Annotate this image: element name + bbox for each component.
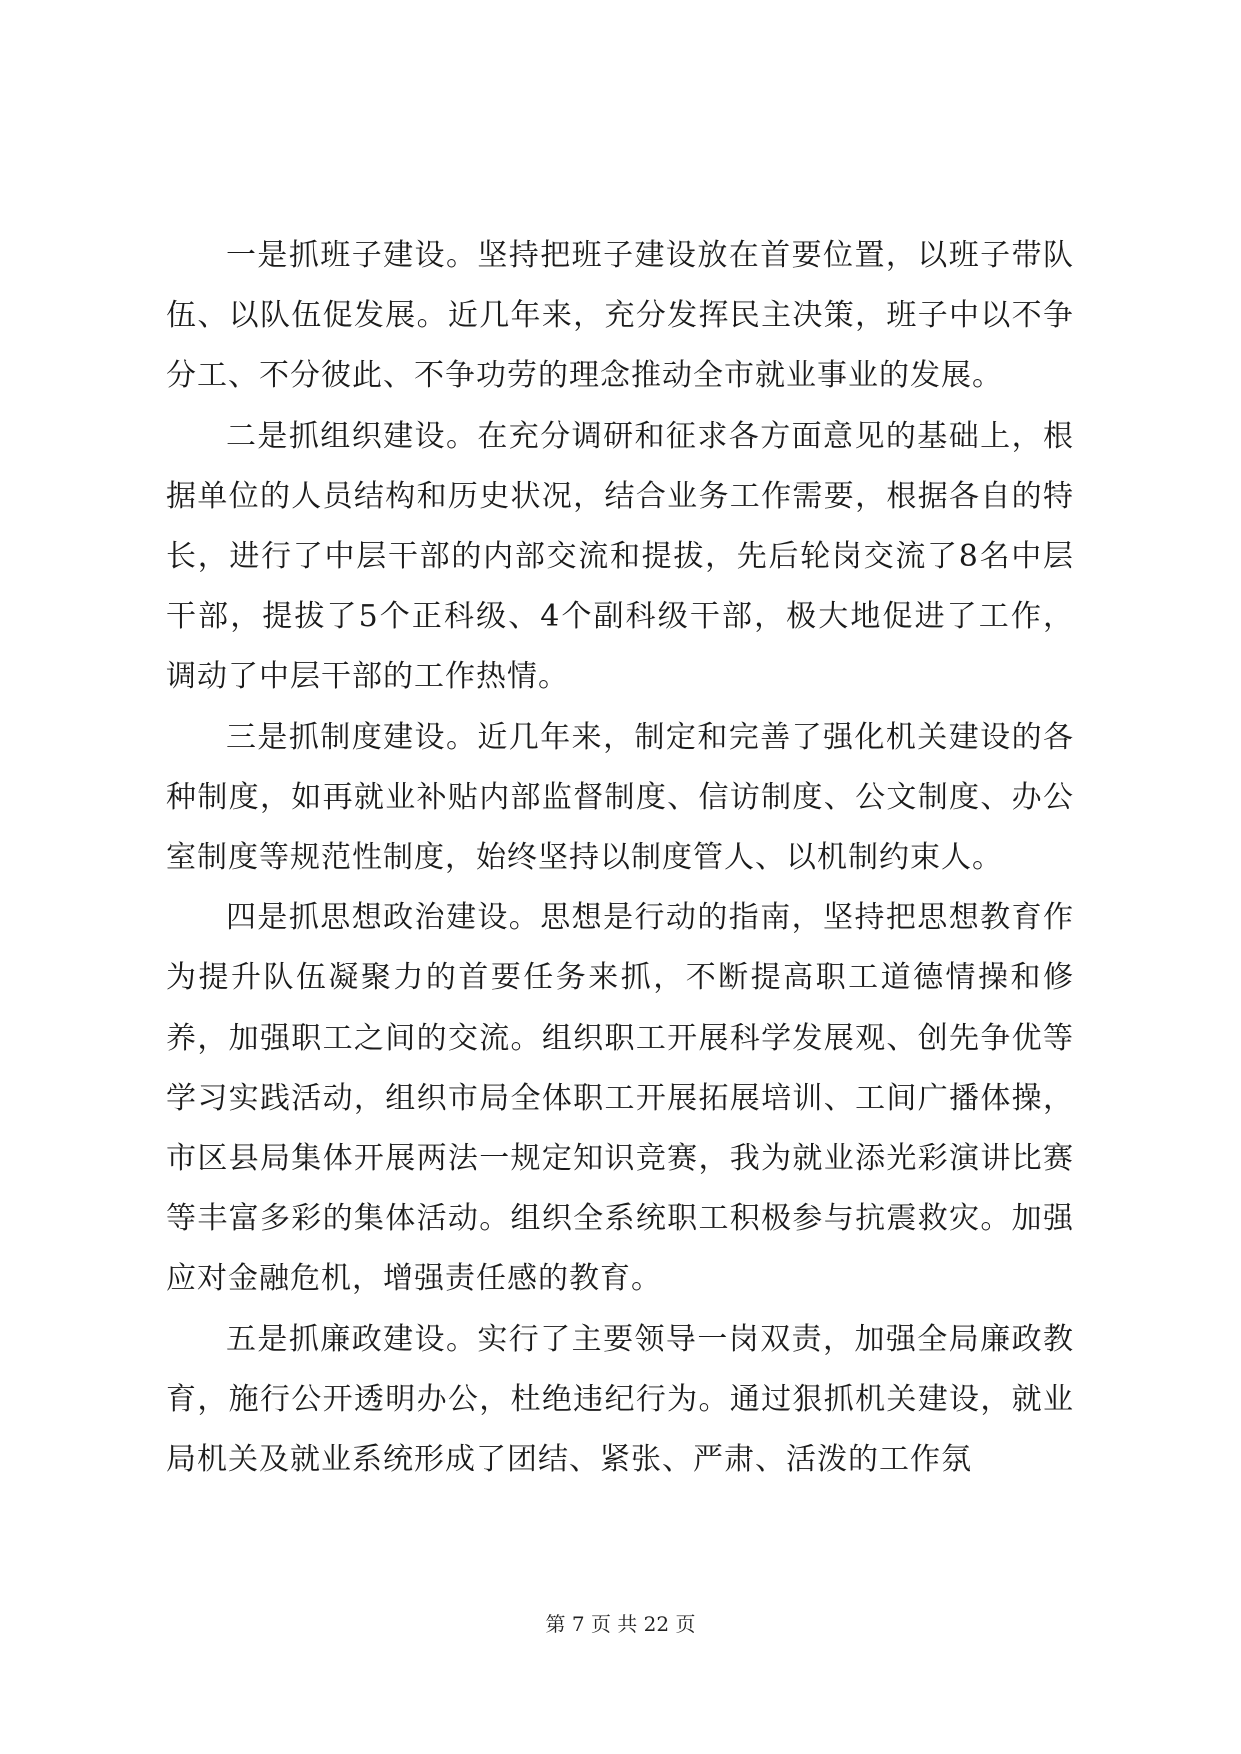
paragraph-system-building: 三是抓制度建设。近几年来，制定和完善了强化机关建设的各种制度，如再就业补贴内部监督制度、信访制度、公文制度、办公室制度等规范性制度，始终坚持以制度管人、以机制约束人。 <box>166 719 1074 876</box>
paragraph-ideological-building: 四是抓思想政治建设。思想是行动的指南，坚持把思想教育作为提升队伍凝聚力的首要任务来抓，不断提高职工道德情操和修养，加强职工之间的交流。组织职工开展科学发展观、创先争优等学习实践活动，组织市局全体职工开展拓展培训、工间广播体操，市区县局集体开展两法一规定知识竞赛，我为就业添光彩演讲比赛等丰富多彩的集体活动。组织全系统职工积极参与抗震救灾。加强应对金融危机，增强责任感的教育。 <box>166 900 1074 1297</box>
document-body <box>166 226 1074 1490</box>
page-number-footer: 第 7 页 共 22 页 <box>545 1612 696 1636</box>
paragraph-team-building: 一是抓班子建设。坚持把班子建设放在首要位置，以班子带队伍、以队伍促发展。近几年来，充分发挥民主决策，班子中以不争分工、不分彼此、不争功劳的理念推动全市就业事业的发展。 <box>166 238 1074 394</box>
paragraph-organization-building: 二是抓组织建设。在充分调研和征求各方面意见的基础上，根据单位的人员结构和历史状况，结合业务工作需要，根据各自的特长，进行了中层干部的内部交流和提拔，先后轮岗交流了8名中层干部，提拔了5个正科级、4个副科级干部，极大地促进了工作，调动了中层干部的工作热情。 <box>166 418 1074 695</box>
paragraph-integrity-building: 五是抓廉政建设。实行了主要领导一岗双责，加强全局廉政教育，施行公开透明办公，杜绝违纪行为。通过狠抓机关建设，就业局机关及就业系统形成了团结、紧张、严肃、活泼的工作氛 <box>166 1321 1074 1478</box>
